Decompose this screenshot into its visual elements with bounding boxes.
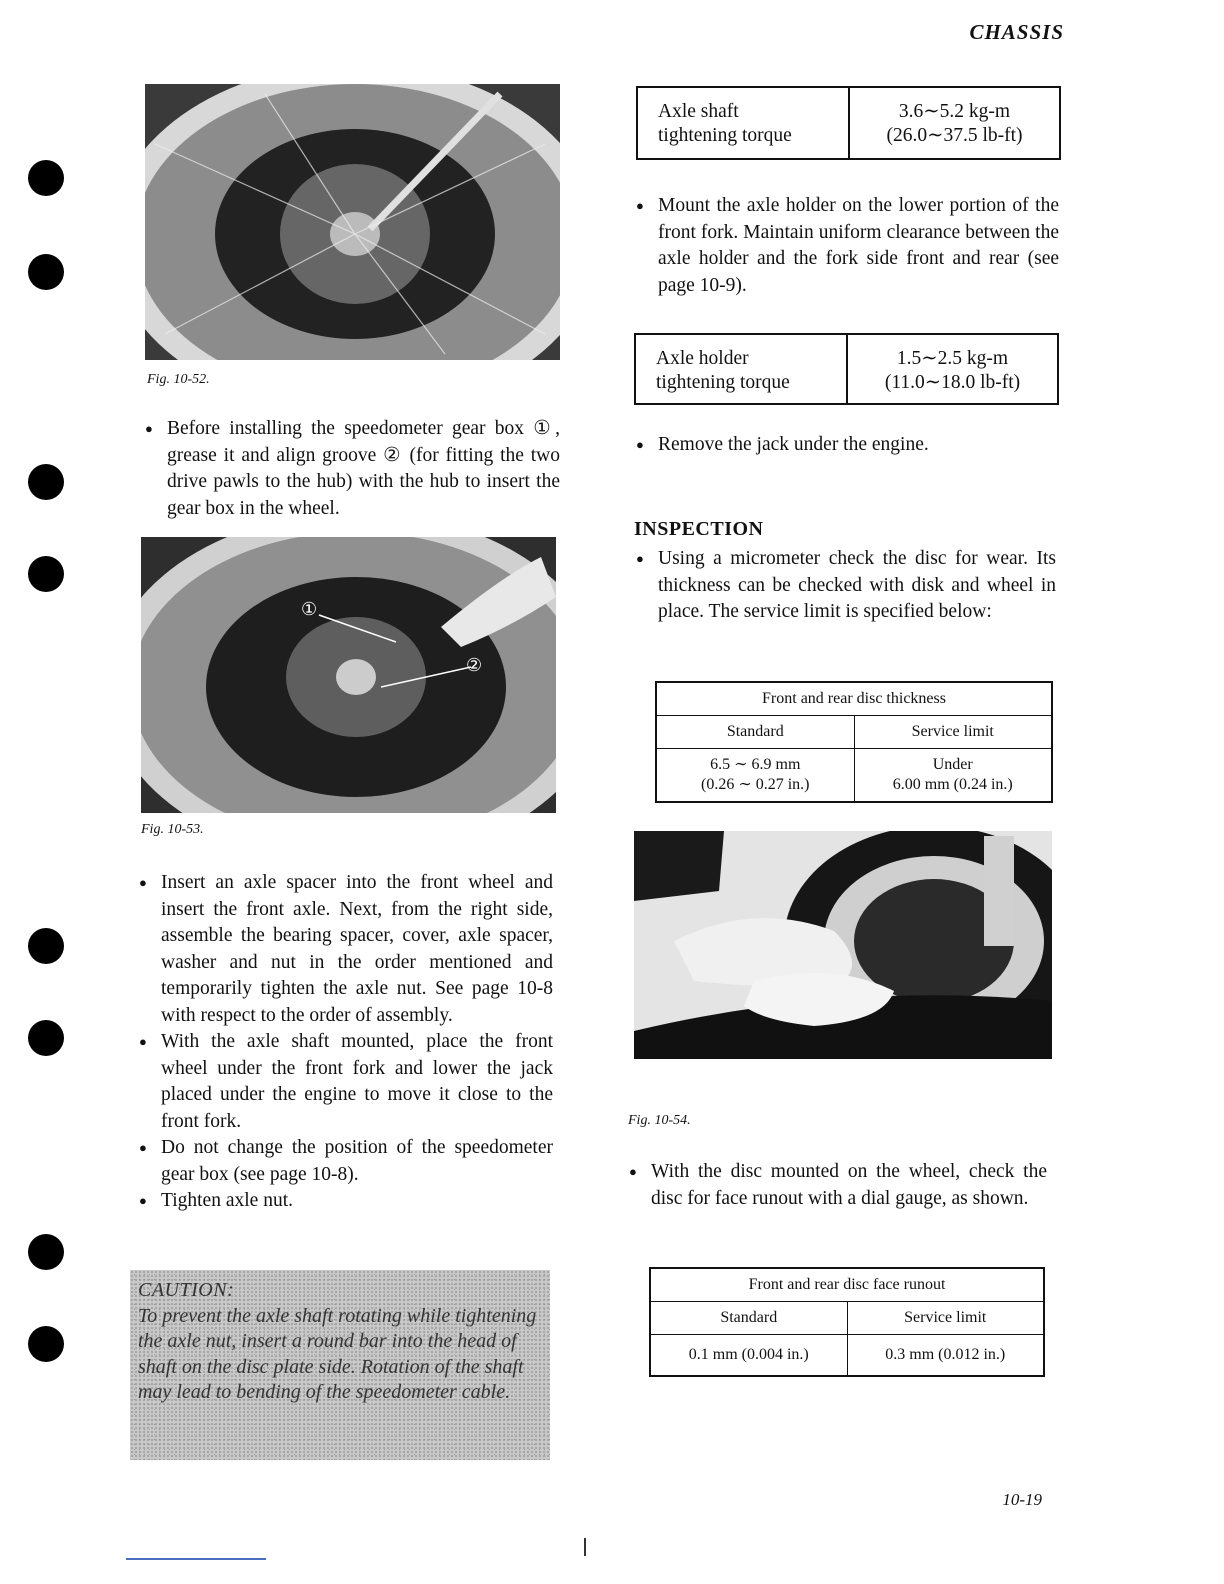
gearbox-instructions — [145, 416, 560, 522]
table-header: Service limit — [854, 716, 1052, 749]
runout-instruction — [629, 1159, 1047, 1212]
table-cell: 0.1 mm (0.004 in.) — [650, 1335, 847, 1377]
bullet-item: ● Tighten axle nut. — [139, 1188, 553, 1215]
inspection-heading: INSPECTION — [634, 518, 764, 540]
table-header: Service limit — [847, 1302, 1044, 1335]
table-cell: Under 6.00 mm (0.24 in.) — [854, 749, 1052, 803]
caution-title: CAUTION: — [138, 1279, 235, 1301]
table-title: Front and rear disc thickness — [656, 682, 1052, 716]
photo-speedometer-gearbox — [141, 537, 556, 813]
disc-thickness-table — [655, 681, 1053, 803]
spec-value: 1.5∼2.5 kg-m (11.0∼18.0 lb-ft) — [884, 348, 1021, 393]
axle-shaft-torque-spec — [636, 86, 1061, 160]
figure-caption: Fig. 10-54. — [628, 1113, 691, 1128]
punch-hole — [28, 1234, 64, 1270]
spec-label: Axle shaft tightening torque — [638, 88, 850, 158]
axle-holder-torque-spec — [634, 333, 1059, 405]
bullet-item: ● Using a micrometer check the disc for wear. Its thickness can be checked with disk and wheel in place. The service limit is specified below: — [636, 546, 1056, 626]
figure-caption: Fig. 10-53. — [141, 822, 204, 837]
bullet-item: ● Mount the axle holder on the lower portion of the front fork. Maintain uniform clearance between the axle holder and the fork side front and rear (see page 10-9). — [636, 193, 1059, 299]
bullet-item: ● With the disc mounted on the wheel, check the disc for face runout with a dial gauge, as shown. — [629, 1159, 1047, 1212]
punch-hole — [28, 556, 64, 592]
photo-dial-gauge — [634, 831, 1052, 1059]
callout-2: ② — [466, 655, 483, 675]
jack-instruction — [636, 432, 1059, 459]
spec-value: 3.6∼5.2 kg-m (26.0∼37.5 lb-ft) — [886, 101, 1023, 146]
callout-1: ① — [301, 599, 318, 619]
bullet-item: ● Do not change the position of the speedometer gear box (see page 10-8). — [139, 1135, 553, 1188]
table-title: Front and rear disc face runout — [650, 1268, 1044, 1302]
punch-hole — [28, 254, 64, 290]
photo-wheel-hub-wrench — [145, 84, 560, 360]
table-cell: 0.3 mm (0.012 in.) — [847, 1335, 1044, 1377]
bullet-item: ● Insert an axle spacer into the front wheel and insert the front axle. Next, from the right side, assemble the bearing spacer, cover, axle spacer, washer and nut in the order mentioned and temporarily tighten the axle nut. See page 10-8 with respect to the order of assembly. — [139, 870, 553, 1029]
table-header: Standard — [656, 716, 854, 749]
spec-label: Axle holder tightening torque — [636, 335, 848, 403]
table-cell: 6.5 ∼ 6.9 mm (0.26 ∼ 0.27 in.) — [656, 749, 854, 803]
punch-hole — [28, 1020, 64, 1056]
page-number: 10-19 — [1002, 1490, 1042, 1509]
caution-text: To prevent the axle shaft rotating while tightening the axle nut, insert a round bar into the head of shaft on the disc plate side. Rotation of the shaft may lead to bending of the speedometer cable. — [138, 1304, 537, 1403]
punch-hole — [28, 160, 64, 196]
axle-holder-instructions — [636, 193, 1059, 299]
punch-hole — [28, 464, 64, 500]
bullet-item: ● With the axle shaft mounted, place the front wheel under the front fork and lower the jack placed under the engine to move it close to the front fork. — [139, 1029, 553, 1135]
section-header: CHASSIS — [969, 20, 1064, 44]
axle-instructions — [139, 870, 553, 1215]
divider — [584, 1538, 586, 1556]
bullet-item: ● Remove the jack under the engine. — [636, 432, 1059, 459]
micrometer-instruction — [636, 546, 1056, 626]
punch-hole — [28, 928, 64, 964]
table-header: Standard — [650, 1302, 847, 1335]
divider — [126, 1558, 266, 1560]
punch-hole — [28, 1326, 64, 1362]
bullet-item: ● Before installing the speedometer gear box ①, grease it and align groove ② (for fitting the two drive pawls to the hub) with the hub to insert the gear box in the wheel. — [145, 416, 560, 522]
figure-caption: Fig. 10-52. — [147, 372, 210, 387]
disc-runout-table — [649, 1267, 1045, 1377]
caution-box — [130, 1270, 550, 1460]
